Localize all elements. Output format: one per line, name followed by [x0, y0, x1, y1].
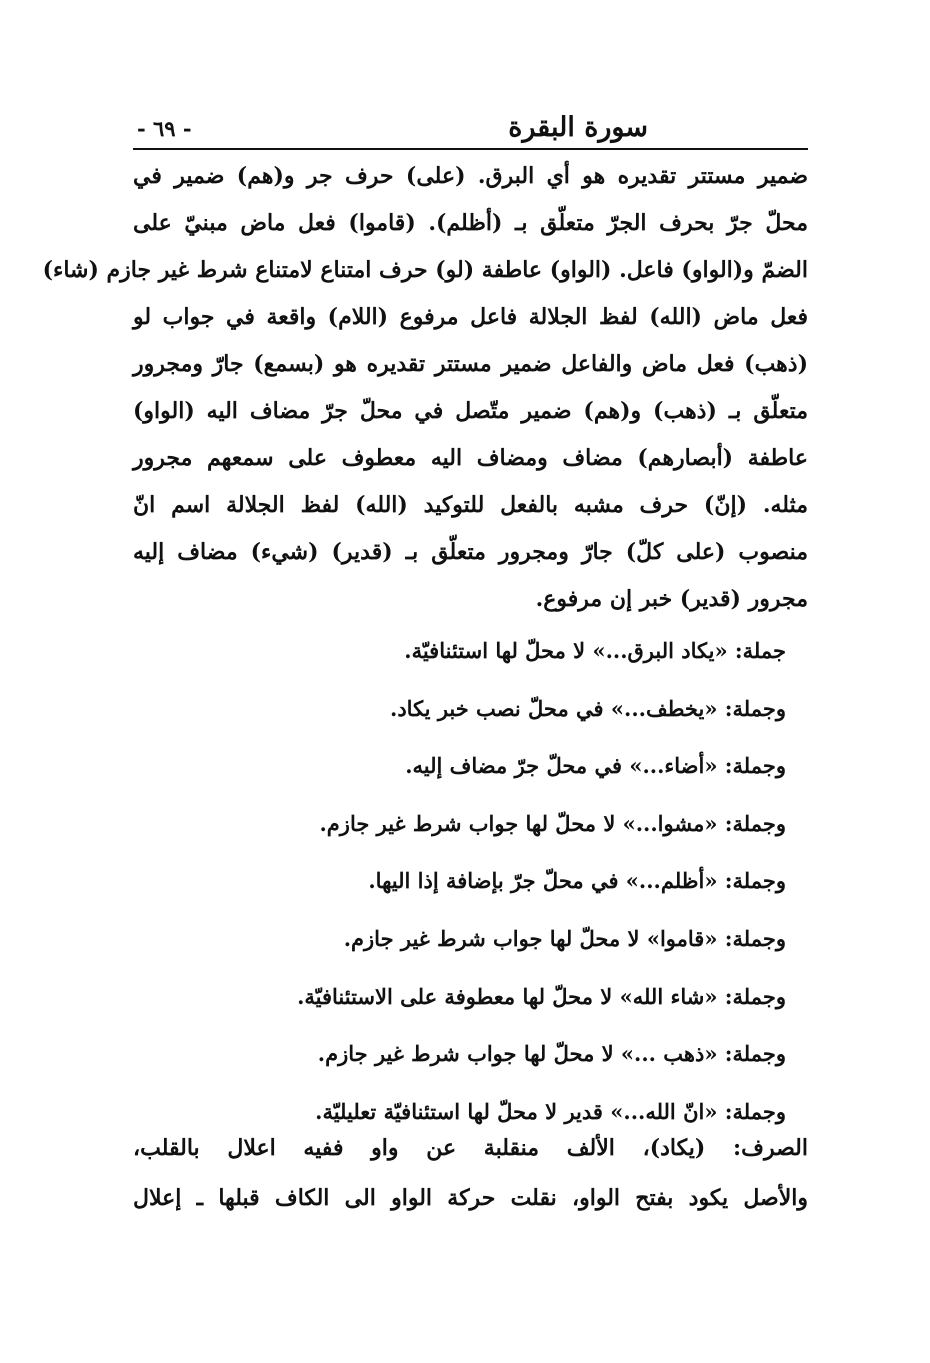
paragraph-line: محلّ جرّ بحرف الجرّ متعلّق بـ (أظلم). (قاموا) فعل ماض مبنيّ على — [133, 210, 809, 236]
sentence-item: وجملة: «ذهب ...» لا محلّ لها جواب شرط غير جازم. — [317, 1041, 786, 1067]
sentence-list — [133, 622, 808, 1140]
paragraph-line: مثله. (إنّ) حرف مشبه بالفعل للتوكيد (الله) لفظ الجلالة اسم انّ — [133, 492, 808, 518]
grammar-paragraph — [42, 153, 809, 623]
sentence-item: وجملة: «شاء الله» لا محلّ لها معطوفة على الاستئنافيّة. — [297, 983, 786, 1009]
sentence-item: وجملة: «يخطف...» في محلّ نصب خبر يكاد. — [390, 695, 786, 721]
sentence-item: وجملة: «مشوا...» لا محلّ لها جواب شرط غير جازم. — [319, 810, 786, 836]
morphology-text: (يكاد)، الألف منقلبة عن واو ففيه اعلال بالقلب، — [133, 1135, 706, 1161]
paragraph-line: عاطفة (أبصارهم) مضاف ومضاف اليه معطوف على سمعهم مجرور — [133, 445, 808, 471]
sentence-item: وجملة: «أضاء...» في محلّ جرّ مضاف إليه. — [405, 753, 786, 779]
sentence-item: وجملة: «قاموا» لا محلّ لها جواب شرط غير جازم. — [343, 925, 786, 951]
header-rule — [133, 148, 808, 150]
surah-title: سورة البقرة — [508, 112, 648, 143]
paragraph-line: متعلّق بـ (ذهب) و(هم) ضمير متّصل في محلّ جرّ مضاف اليه (الواو) — [133, 398, 808, 424]
page-number: - ٦٩ - — [137, 116, 192, 141]
paragraph-line: منصوب (على كلّ) جارّ ومجرور متعلّق بـ (قدير) (شيء) مضاف إليه — [133, 539, 808, 565]
paragraph-line: مجرور (قدير) خبر إن مرفوع. — [535, 586, 808, 612]
page-header — [133, 108, 808, 148]
sentence-item: وجملة: «أظلم...» في محلّ جرّ بإضافة إذا اليها. — [368, 868, 786, 894]
morphology-line: والأصل يكود بفتح الواو، نقلت حركة الواو الى الكاف قبلها ـ إعلال — [133, 1185, 808, 1211]
morphology-label: الصرف: — [733, 1135, 808, 1161]
paragraph-line: ضمير مستتر تقديره هو أي البرق. (على) حرف جر و(هم) ضمير في — [133, 163, 808, 189]
paragraph-line: الضمّ و(الواو) فاعل. (الواو) عاطفة (لو) حرف امتناع لامتناع شرط غير جازم (شاء) — [42, 257, 808, 283]
paragraph-line: فعل ماض (الله) لفظ الجلالة فاعل مرفوع (اللام) واقعة في جواب لو — [133, 304, 808, 330]
paragraph-line: (ذهب) فعل ماض والفاعل ضمير مستتر تقديره هو (بسمع) جارّ ومجرور — [133, 351, 808, 377]
sentence-item: جملة: «يكاد البرق...» لا محلّ لها استئنافيّة. — [404, 638, 786, 663]
sentence-item: وجملة: «انّ الله...» قدير لا محلّ لها استئنافيّة تعليليّة. — [315, 1098, 786, 1124]
morphology-line — [133, 1125, 808, 1171]
morphology-section — [133, 1125, 808, 1221]
